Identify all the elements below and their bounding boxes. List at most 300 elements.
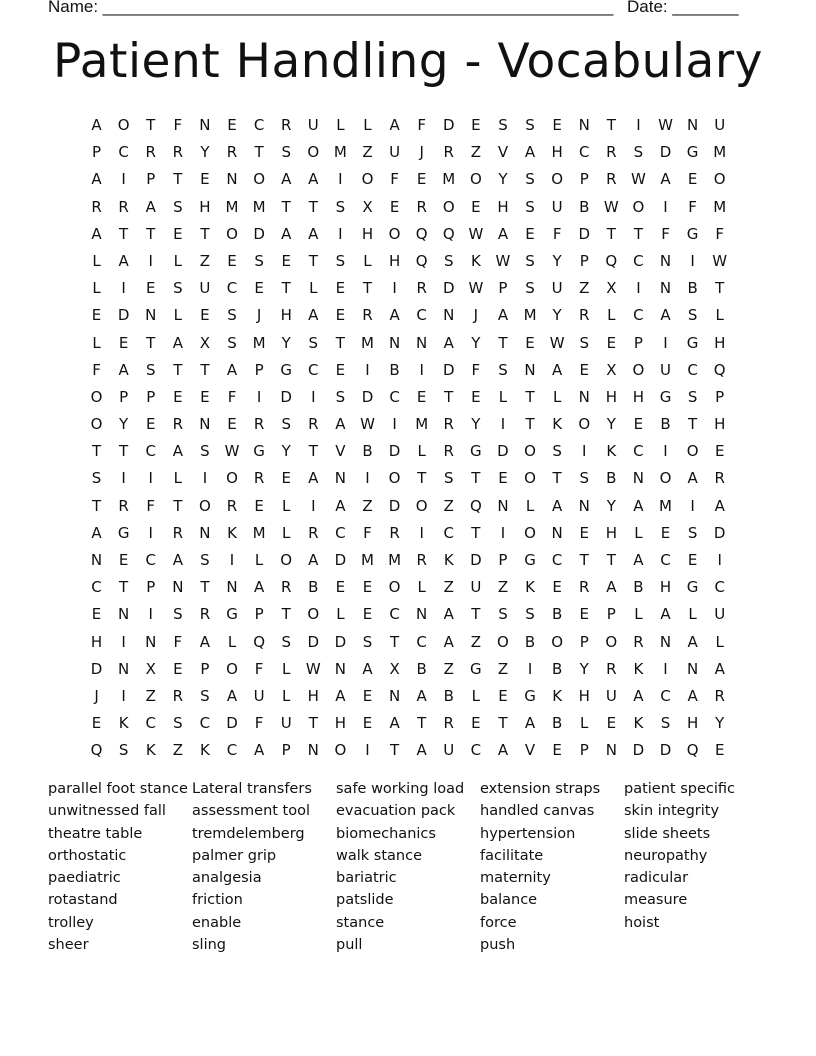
word-list-item: unwitnessed fall: [48, 803, 166, 820]
grid-letter: D: [280, 387, 292, 406]
grid-letter: C: [714, 578, 725, 597]
grid-letter: C: [335, 523, 346, 542]
grid-letter: G: [659, 387, 672, 406]
grid-letter: G: [470, 659, 482, 678]
grid-letter: F: [173, 632, 183, 651]
grid-letter: N: [118, 659, 130, 678]
grid-letter: K: [606, 442, 617, 461]
grid-letter: B: [389, 360, 400, 379]
grid-letter: Y: [579, 659, 589, 678]
grid-letter: T: [389, 632, 400, 651]
grid-letter: C: [389, 387, 400, 406]
grid-letter: Z: [362, 496, 373, 515]
grid-letter: T: [146, 116, 156, 134]
grid-letter: I: [148, 251, 153, 270]
grid-letter: M: [713, 143, 727, 162]
grid-letter: K: [145, 741, 156, 760]
word-search-grid: [83, 112, 733, 765]
grid-letter: D: [307, 632, 320, 651]
grid-letter: I: [311, 387, 316, 406]
grid-letter: I: [663, 442, 668, 461]
word-list-item: sheer: [48, 937, 89, 954]
grid-letter: I: [365, 469, 370, 488]
grid-letter: J: [94, 686, 99, 705]
grid-letter: Z: [199, 251, 211, 270]
grid-letter: J: [256, 306, 262, 325]
grid-letter: A: [443, 605, 454, 624]
grid-letter: Y: [552, 306, 562, 325]
grid-letter: I: [663, 197, 668, 216]
word-list-item: pull: [336, 937, 363, 954]
grid-letter: I: [690, 496, 695, 515]
grid-row: [83, 275, 733, 302]
grid-letter: A: [660, 170, 671, 189]
grid-letter: P: [579, 632, 589, 651]
grid-letter: T: [362, 279, 373, 298]
grid-letter: A: [687, 632, 698, 651]
grid-letter: R: [606, 143, 617, 162]
grid-letter: M: [252, 197, 266, 216]
word-list-item: patslide: [336, 892, 394, 909]
grid-letter: G: [686, 143, 699, 162]
grid-letter: E: [254, 279, 264, 298]
grid-letter: U: [280, 714, 292, 733]
grid-letter: M: [361, 333, 374, 352]
word-list-item: assessment tool: [192, 803, 311, 820]
grid-letter: T: [471, 469, 481, 488]
grid-letter: S: [579, 333, 589, 352]
grid-letter: D: [226, 714, 238, 733]
grid-letter: C: [633, 251, 644, 270]
grid-letter: D: [632, 741, 645, 760]
grid-letter: I: [121, 469, 126, 488]
grid-letter: T: [119, 224, 129, 243]
grid-letter: H: [686, 714, 699, 733]
grid-letter: I: [338, 170, 343, 189]
grid-letter: A: [308, 469, 319, 488]
grid-letter: K: [552, 686, 563, 705]
grid-letter: C: [687, 360, 698, 379]
grid-letter: E: [471, 714, 481, 733]
grid-letter: K: [525, 578, 535, 597]
grid-letter: R: [579, 578, 590, 597]
grid-letter: T: [173, 360, 183, 379]
grid-letter: T: [200, 224, 210, 243]
grid-letter: O: [226, 469, 238, 488]
grid-letter: O: [334, 741, 347, 760]
grid-letter: R: [416, 197, 427, 216]
grid-letter: A: [172, 551, 183, 569]
grid-letter: L: [363, 251, 372, 270]
word-list-item: bariatric: [336, 870, 397, 887]
grid-letter: G: [686, 333, 699, 352]
grid-letter: P: [200, 659, 210, 678]
grid-letter: L: [715, 632, 724, 651]
grid-letter: S: [335, 387, 346, 406]
grid-letter: N: [578, 116, 590, 134]
grid-letter: T: [335, 333, 345, 352]
header: [48, 0, 748, 21]
word-list-item: measure: [624, 892, 688, 909]
grid-letter: Y: [606, 415, 616, 434]
grid-letter: Y: [606, 496, 616, 515]
grid-letter: O: [226, 659, 238, 678]
grid-letter: B: [551, 714, 563, 733]
grid-letter: N: [145, 632, 157, 651]
grid-letter: O: [524, 523, 536, 542]
grid-letter: R: [416, 279, 427, 298]
grid-letter: R: [443, 714, 454, 733]
grid-row: [83, 139, 733, 166]
grid-letter: N: [388, 333, 401, 352]
grid-letter: Y: [471, 333, 481, 352]
grid-letter: U: [443, 741, 455, 760]
grid-letter: I: [419, 523, 424, 542]
grid-letter: E: [362, 578, 373, 597]
grid-letter: Z: [443, 578, 454, 597]
grid-letter: T: [200, 578, 210, 597]
grid-letter: S: [200, 442, 210, 461]
grid-letter: G: [524, 551, 536, 569]
grid-letter: A: [308, 306, 319, 325]
grid-letter: I: [148, 605, 153, 624]
grid-letter: A: [91, 170, 102, 189]
grid-letter: S: [254, 251, 264, 270]
grid-letter: Z: [497, 578, 509, 597]
grid-letter: I: [338, 224, 343, 243]
grid-letter: R: [172, 523, 184, 542]
grid-letter: U: [389, 143, 401, 162]
grid-letter: C: [91, 578, 102, 597]
grid-letter: S: [173, 714, 183, 733]
grid-letter: E: [606, 714, 617, 733]
grid-letter: T: [308, 714, 318, 733]
grid-letter: A: [497, 306, 509, 325]
grid-letter: A: [226, 360, 238, 379]
grid-letter: C: [633, 306, 644, 325]
grid-letter: H: [551, 143, 563, 162]
grid-letter: N: [307, 741, 319, 760]
page-title: Patient Handling - Vocabulary: [53, 34, 763, 89]
grid-letter: O: [713, 170, 726, 189]
grid-letter: O: [117, 116, 130, 134]
grid-letter: E: [227, 415, 237, 434]
grid-letter: E: [525, 224, 535, 243]
grid-letter: L: [417, 578, 426, 597]
grid-letter: S: [633, 143, 644, 162]
grid-letter: A: [389, 306, 400, 325]
grid-letter: L: [282, 686, 291, 705]
word-list-item: orthostatic: [48, 847, 127, 864]
grid-letter: A: [308, 551, 319, 569]
grid-letter: E: [687, 551, 698, 569]
grid-letter: A: [389, 116, 400, 134]
grid-letter: P: [146, 170, 156, 189]
grid-letter: O: [280, 551, 293, 569]
grid-letter: Q: [686, 741, 699, 760]
grid-letter: C: [633, 442, 644, 461]
grid-letter: D: [659, 741, 672, 760]
grid-letter: I: [663, 659, 668, 678]
grid-letter: L: [282, 523, 291, 542]
grid-letter: E: [254, 496, 264, 515]
grid-letter: E: [200, 387, 210, 406]
grid-letter: O: [524, 442, 536, 461]
grid-letter: T: [91, 496, 102, 515]
grid-letter: M: [252, 333, 266, 352]
grid-row: [83, 710, 733, 737]
grid-letter: O: [551, 170, 564, 189]
grid-row: [83, 221, 733, 248]
grid-letter: I: [690, 251, 695, 270]
grid-letter: N: [578, 496, 590, 515]
grid-letter: F: [417, 116, 426, 134]
grid-letter: E: [416, 387, 427, 406]
grid-letter: R: [280, 116, 292, 134]
grid-letter: E: [281, 251, 291, 270]
grid-row: [83, 166, 733, 193]
grid-letter: I: [500, 523, 506, 542]
grid-letter: X: [145, 659, 156, 678]
grid-letter: Z: [362, 143, 373, 162]
grid-letter: L: [282, 659, 291, 678]
grid-letter: A: [172, 333, 183, 352]
grid-letter: L: [580, 714, 589, 733]
grid-letter: P: [281, 741, 291, 760]
grid-letter: A: [91, 116, 102, 134]
grid-letter: E: [471, 197, 481, 216]
grid-letter: L: [309, 279, 318, 298]
grid-letter: L: [634, 605, 643, 624]
grid-letter: Q: [713, 360, 726, 379]
grid-letter: Y: [281, 333, 291, 352]
grid-letter: S: [173, 197, 183, 216]
grid-letter: U: [199, 279, 211, 298]
grid-letter: C: [443, 523, 454, 542]
grid-letter: E: [687, 170, 698, 189]
grid-letter: B: [524, 632, 536, 651]
grid-letter: N: [416, 333, 428, 352]
grid-letter: I: [202, 469, 208, 488]
grid-letter: S: [281, 143, 291, 162]
grid-letter: V: [497, 143, 509, 162]
grid-letter: R: [172, 686, 184, 705]
grid-row: [83, 520, 733, 547]
grid-letter: D: [117, 306, 130, 325]
grid-letter: H: [307, 686, 319, 705]
grid-letter: B: [551, 659, 563, 678]
grid-letter: I: [256, 387, 262, 406]
grid-letter: E: [173, 659, 183, 678]
grid-letter: N: [632, 469, 645, 488]
grid-letter: E: [660, 523, 671, 542]
grid-letter: I: [500, 415, 506, 434]
grid-letter: A: [335, 686, 346, 705]
grid-letter: L: [634, 523, 643, 542]
grid-letter: P: [146, 387, 156, 406]
grid-letter: S: [335, 197, 346, 216]
grid-letter: S: [579, 469, 589, 488]
grid-row: [83, 465, 733, 492]
grid-letter: A: [687, 469, 698, 488]
grid-row: [83, 330, 733, 357]
grid-letter: L: [92, 333, 101, 352]
grid-letter: R: [308, 523, 319, 542]
grid-letter: A: [552, 496, 563, 515]
grid-letter: P: [146, 578, 156, 597]
grid-letter: O: [497, 632, 509, 651]
grid-letter: X: [606, 360, 617, 379]
word-column: [624, 778, 768, 934]
grid-letter: L: [173, 469, 182, 488]
grid-letter: D: [659, 143, 672, 162]
grid-letter: O: [226, 224, 238, 243]
grid-letter: D: [470, 551, 482, 569]
grid-letter: S: [281, 415, 291, 434]
grid-letter: N: [90, 551, 103, 569]
grid-letter: I: [121, 279, 126, 298]
grid-letter: E: [91, 605, 102, 624]
grid-letter: I: [392, 415, 397, 434]
grid-letter: S: [200, 686, 210, 705]
grid-row: [83, 357, 733, 384]
grid-letter: L: [173, 306, 182, 325]
grid-letter: A: [633, 551, 644, 569]
grid-letter: R: [253, 415, 265, 434]
grid-row: [83, 629, 733, 656]
grid-letter: G: [686, 578, 699, 597]
grid-letter: S: [525, 197, 535, 216]
grid-letter: S: [173, 605, 183, 624]
grid-row: [83, 302, 733, 329]
grid-letter: C: [226, 741, 238, 760]
grid-letter: E: [227, 251, 237, 270]
grid-letter: T: [498, 333, 508, 352]
grid-letter: I: [121, 632, 126, 651]
grid-row: [83, 547, 733, 574]
word-list-item: push: [480, 937, 516, 954]
word-list-item: slide sheets: [624, 825, 711, 842]
grid-letter: P: [633, 333, 643, 352]
grid-letter: M: [415, 415, 429, 434]
word-list-item: safe working load: [336, 781, 465, 797]
grid-letter: D: [442, 279, 455, 298]
grid-letter: A: [714, 496, 725, 515]
grid-letter: E: [416, 170, 427, 189]
grid-letter: H: [605, 387, 617, 406]
grid-letter: S: [687, 387, 698, 406]
grid-letter: K: [633, 659, 644, 678]
grid-letter: T: [471, 605, 481, 624]
grid-letter: S: [200, 551, 210, 569]
grid-letter: C: [578, 143, 590, 162]
grid-letter: I: [229, 551, 235, 569]
grid-letter: B: [443, 686, 454, 705]
grid-letter: E: [498, 469, 508, 488]
grid-letter: A: [443, 632, 454, 651]
grid-letter: S: [118, 741, 129, 760]
grid-letter: S: [173, 279, 183, 298]
grid-letter: Q: [469, 496, 482, 515]
grid-letter: S: [498, 116, 508, 134]
grid-letter: Y: [715, 714, 725, 733]
grid-letter: O: [90, 387, 103, 406]
grid-letter: N: [578, 387, 590, 406]
grid-letter: L: [173, 251, 182, 270]
word-list-item: handled canvas: [480, 803, 595, 820]
grid-letter: Z: [470, 632, 481, 651]
word-column: [192, 778, 336, 956]
grid-letter: N: [334, 469, 346, 488]
grid-letter: Q: [442, 224, 455, 243]
word-list-item: walk stance: [336, 847, 422, 864]
grid-letter: L: [715, 306, 724, 325]
grid-letter: C: [416, 632, 427, 651]
grid-letter: B: [416, 659, 427, 678]
grid-letter: S: [444, 469, 454, 488]
grid-letter: O: [551, 632, 564, 651]
grid-letter: N: [199, 116, 211, 134]
grid-letter: T: [525, 415, 535, 434]
grid-letter: U: [253, 686, 265, 705]
grid-letter: G: [280, 360, 293, 379]
grid-letter: H: [632, 387, 645, 406]
grid-letter: W: [468, 224, 484, 243]
word-column: [336, 778, 480, 956]
grid-letter: R: [199, 605, 211, 624]
grid-letter: L: [336, 116, 345, 134]
grid-row: [83, 194, 733, 221]
word-list-item: hypertension: [480, 825, 576, 842]
grid-letter: O: [307, 143, 320, 162]
grid-letter: H: [199, 197, 211, 216]
grid-letter: R: [253, 469, 265, 488]
grid-letter: T: [525, 387, 535, 406]
grid-letter: C: [308, 360, 319, 379]
grid-letter: E: [145, 415, 156, 434]
grid-letter: C: [145, 551, 156, 569]
grid-letter: L: [92, 251, 101, 270]
grid-letter: N: [199, 415, 211, 434]
grid-letter: N: [334, 659, 346, 678]
grid-letter: A: [281, 224, 292, 243]
grid-letter: A: [281, 170, 292, 189]
grid-letter: D: [388, 442, 401, 461]
grid-letter: C: [660, 551, 671, 569]
grid-letter: S: [444, 251, 454, 270]
grid-letter: D: [578, 224, 591, 243]
grid-letter: T: [606, 224, 616, 243]
grid-letter: T: [308, 442, 318, 461]
grid-letter: E: [173, 224, 183, 243]
grid-letter: H: [714, 333, 726, 352]
grid-letter: D: [334, 632, 347, 651]
grid-letter: S: [525, 116, 535, 134]
grid-letter: E: [200, 170, 210, 189]
grid-letter: E: [471, 116, 481, 134]
grid-letter: B: [687, 279, 698, 298]
grid-letter: T: [254, 143, 264, 162]
grid-letter: S: [498, 605, 508, 624]
grid-letter: N: [226, 578, 238, 597]
grid-row: [83, 248, 733, 275]
grid-letter: S: [660, 714, 671, 733]
grid-letter: B: [308, 578, 319, 597]
grid-letter: D: [90, 659, 103, 678]
grid-letter: X: [606, 279, 617, 298]
grid-letter: T: [281, 605, 291, 624]
grid-letter: Z: [579, 279, 590, 298]
